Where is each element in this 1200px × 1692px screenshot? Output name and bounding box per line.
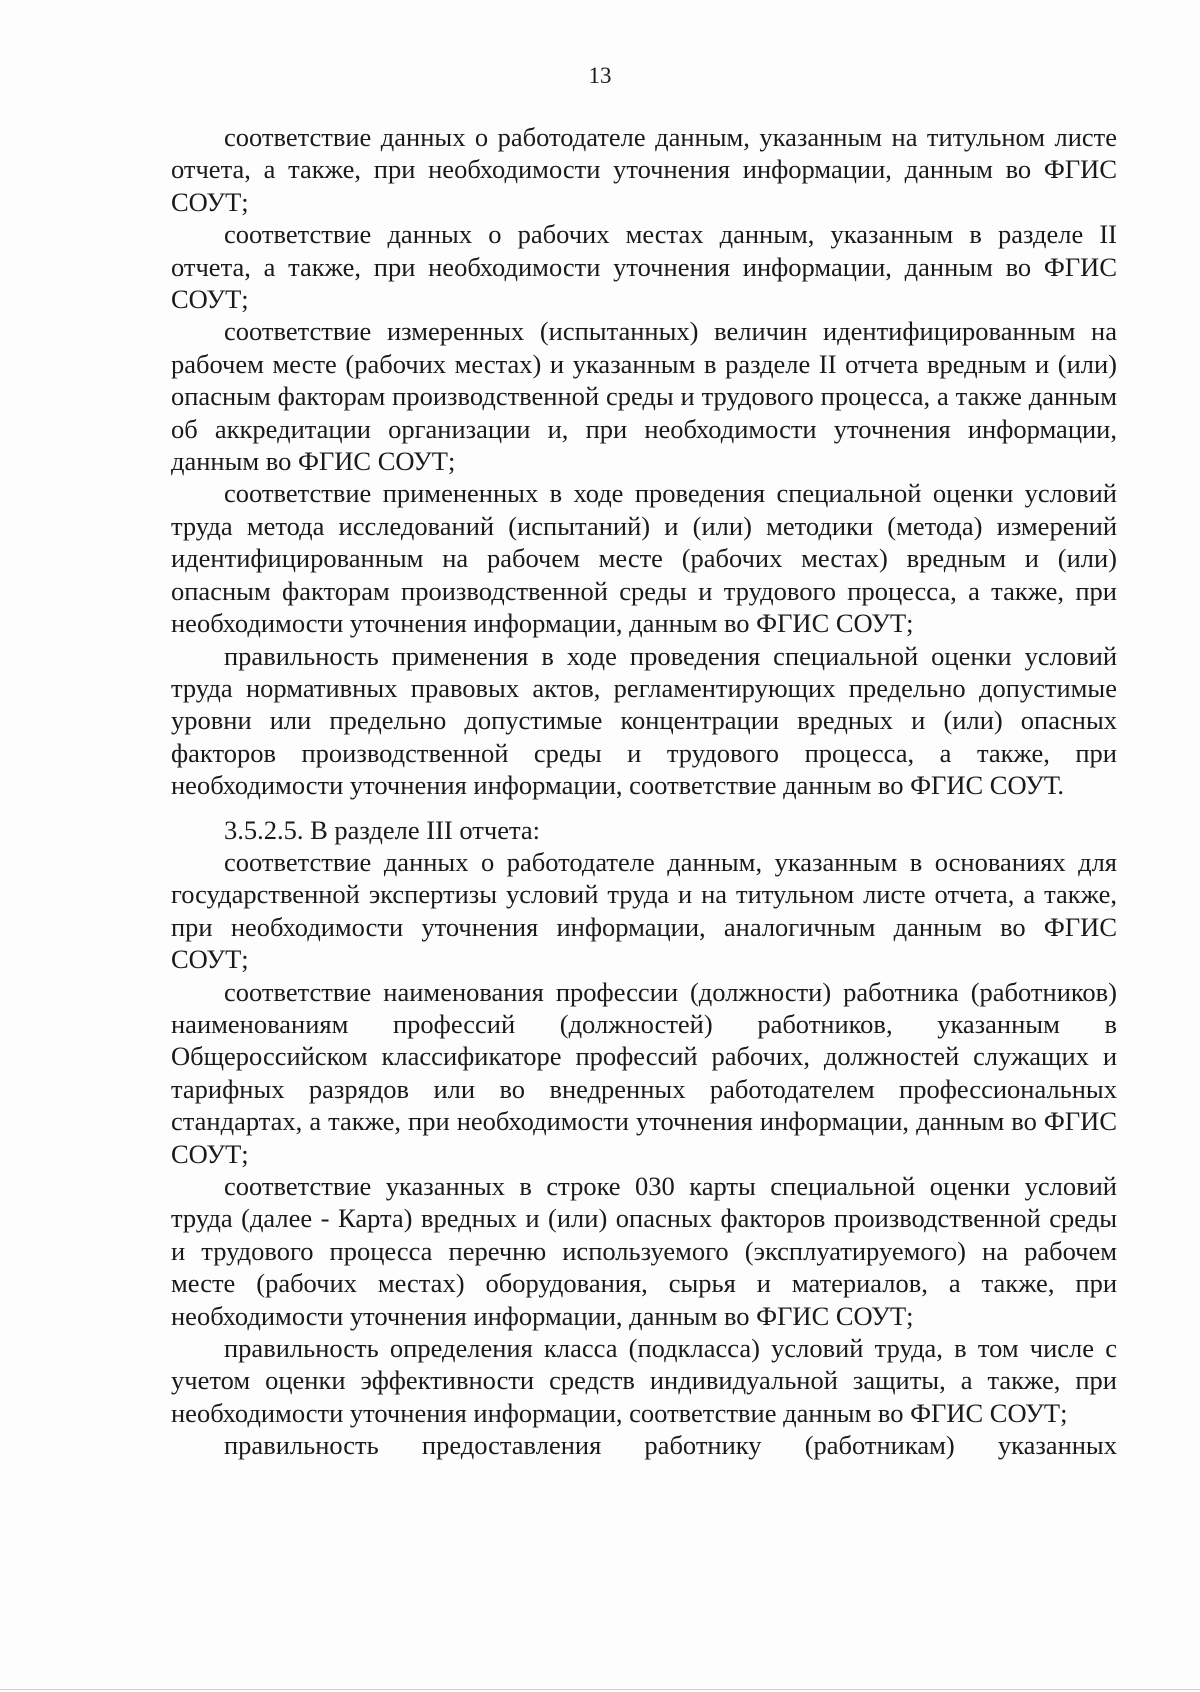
paragraph: соответствие данных о рабочих местах данным, указанным в разделе II отчета, а также, при необходимости уточнения информации, данным во ФГИС СОУТ; <box>171 219 1117 315</box>
paragraph: правильность применения в ходе проведения специальной оценки условий труда нормативных правовых актов, регламентирующих предельно допустимые уровни или предельно допустимые концентрации вредных и (или) опасных факторов производственной среды и трудового процесса, а также, при необходимости уточнения информации, соответствие данным во ФГИС СОУТ. <box>171 640 1117 801</box>
paragraph: соответствие примененных в ходе проведения специальной оценки условий труда метода исследований (испытаний) и (или) методики (метода) измерений идентифицированным на рабочем месте (рабочих местах) вредным и (или) опасным факторам производственной среды и трудового процесса, а также, при необходимости уточнения информации, данным во ФГИС СОУТ; <box>171 478 1117 639</box>
paragraph: соответствие наименования профессии (должности) работника (работников) наименованиям профессий (должностей) работников, указанным в Общероссийском классификаторе профессий рабочих, должностей служащих и тарифных разрядов или во внедренных работодателем профессиональных стандартах, а также, при необходимости уточнения информации, данным во ФГИС СОУТ; <box>171 976 1117 1169</box>
scan-edge-line <box>0 1689 1200 1690</box>
paragraph: правильность определения класса (подкласса) условий труда, в том числе с учетом оценки эффективности средств индивидуальной защиты, а также, при необходимости уточнения информации, соответствие данным во ФГИС СОУТ; <box>171 1333 1117 1428</box>
paragraph: соответствие данных о работодателе данным, указанным в основаниях для государственной экспертизы условий труда и на титульном листе отчета, а также, при необходимости уточнения информации, аналогичным данным во ФГИС СОУТ; <box>171 846 1117 975</box>
paragraph: правильность предоставления работнику (работникам) указанных <box>224 1430 1117 1461</box>
paragraph: соответствие измеренных (испытанных) величин идентифицированным на рабочем месте (рабочих местах) и указанным в разделе II отчета вредным и (или) опасным факторам производственной среды и трудового процесса, а также данным об аккредитации организации и, при необходимости уточнения информации, данным во ФГИС СОУТ; <box>171 316 1117 477</box>
page-number: 13 <box>588 63 612 88</box>
paragraph: соответствие указанных в строке 030 карты специальной оценки условий труда (далее - Карта) вредных и (или) опасных факторов производственной среды и трудового процесса перечню используемого (эксплуатируемого) на рабочем месте (рабочих местах) оборудования, сырья и материалов, а также, при необходимости уточнения информации, данным во ФГИС СОУТ; <box>171 1171 1117 1331</box>
section-heading: 3.5.2.5. В разделе III отчета: <box>224 814 540 845</box>
document-body <box>171 121 1117 1462</box>
paragraph: соответствие данных о работодателе данным, указанным на титульном листе отчета, а также, при необходимости уточнения информации, данным во ФГИС СОУТ; <box>171 122 1117 217</box>
